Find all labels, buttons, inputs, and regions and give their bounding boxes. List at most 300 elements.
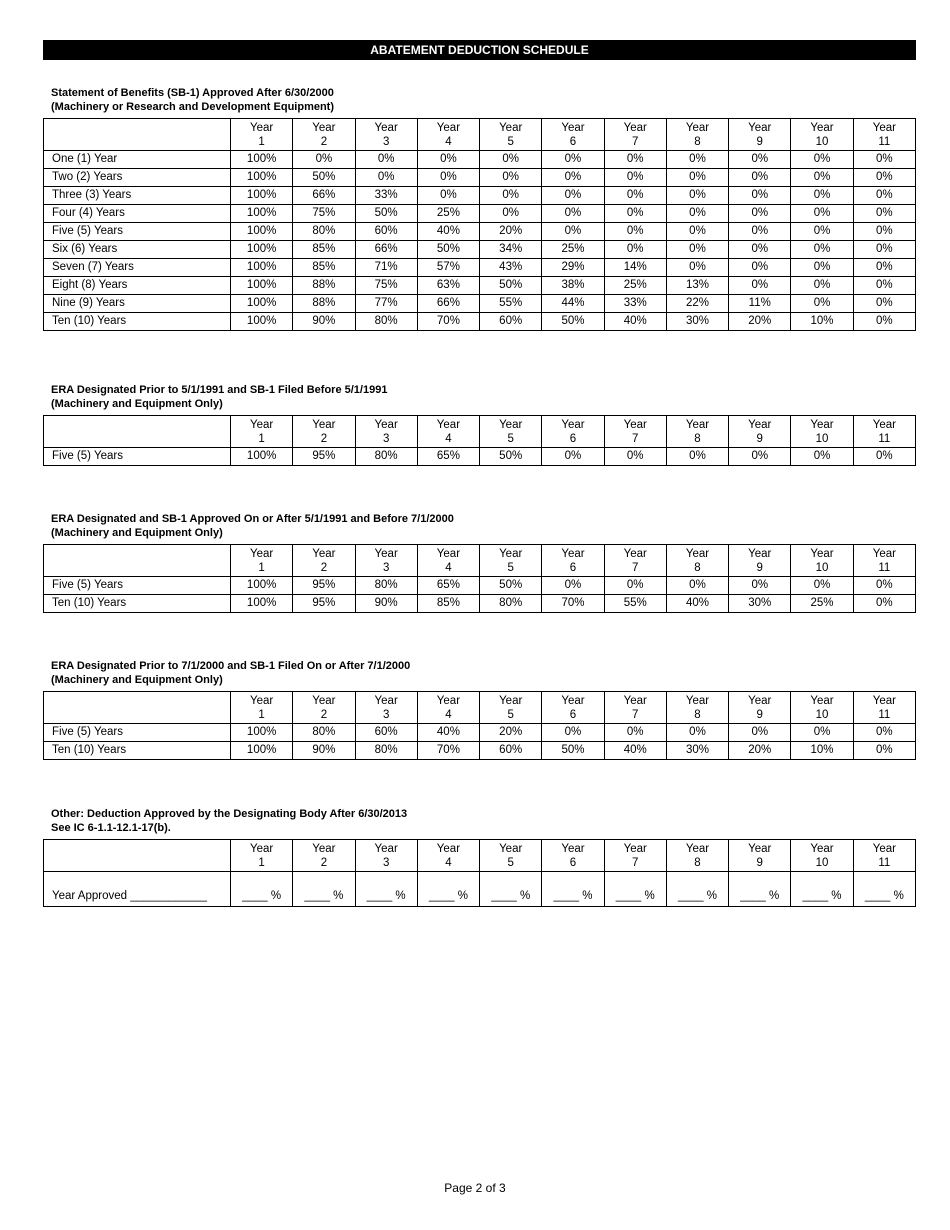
percent-cell: 100% (231, 169, 293, 187)
percent-cell: 0% (729, 205, 791, 223)
year-header-number: 8 (694, 561, 701, 574)
percent-cell: 55% (604, 595, 666, 613)
year-header-number: 2 (320, 708, 328, 721)
row-label: Ten (10) Years (44, 595, 231, 613)
percent-cell: 43% (480, 259, 542, 277)
year-header (293, 119, 355, 151)
year-header-number: 2 (320, 135, 328, 148)
year-header-word: Year (250, 418, 274, 431)
percent-cell: 100% (231, 448, 293, 466)
section-other-2013 (43, 807, 916, 907)
year-header (293, 416, 355, 448)
percent-cell: 80% (355, 313, 417, 331)
year-header-word: Year (561, 121, 585, 134)
row-label: Six (6) Years (44, 241, 231, 259)
year-header-word: Year (748, 842, 772, 855)
percent-cell: 50% (355, 205, 417, 223)
year-header (666, 545, 728, 577)
percent-cell: 60% (355, 724, 417, 742)
percent-cell: 50% (293, 169, 355, 187)
percent-cell: 95% (293, 448, 355, 466)
section-title-line-2: (Machinery and Equipment Only) (51, 527, 223, 539)
percent-entry-field[interactable]: ____ % (231, 872, 293, 907)
percent-cell: 0% (542, 223, 604, 241)
table-row (44, 448, 916, 466)
section-title-line-2: (Machinery or Research and Development Equipment) (51, 101, 335, 113)
year-header (231, 119, 293, 151)
table-row (44, 241, 916, 259)
percent-cell: 0% (480, 169, 542, 187)
year-header-number: 2 (320, 856, 328, 869)
year-header-word: Year (623, 418, 647, 431)
percent-cell: 0% (604, 151, 666, 169)
percent-cell: 88% (293, 295, 355, 313)
percent-cell: 30% (666, 742, 728, 760)
percent-cell: 0% (666, 241, 728, 259)
percent-cell: 0% (729, 724, 791, 742)
year-header-number: 10 (815, 708, 829, 721)
percent-cell: 50% (480, 577, 542, 595)
percent-entry-field[interactable]: ____ % (791, 872, 853, 907)
percent-cell: 0% (542, 724, 604, 742)
year-header-number: 7 (632, 708, 639, 721)
year-header-number: 6 (569, 708, 577, 721)
percent-cell: 0% (604, 577, 666, 595)
section-title (43, 383, 916, 411)
percent-cell: 33% (604, 295, 666, 313)
row-label: Four (4) Years (44, 205, 231, 223)
percent-cell: 20% (480, 724, 542, 742)
percent-cell: 80% (355, 742, 417, 760)
section-title-line-1: ERA Designated Prior to 7/1/2000 and SB-1 Filed On or After 7/1/2000 (51, 660, 411, 672)
year-header (604, 545, 666, 577)
header-row (44, 119, 916, 151)
percent-cell: 11% (729, 295, 791, 313)
percent-cell: 44% (542, 295, 604, 313)
year-header-number: 8 (694, 432, 701, 445)
year-header-number: 1 (258, 135, 265, 148)
percent-cell: 0% (791, 187, 853, 205)
percent-cell: 0% (729, 241, 791, 259)
percent-cell: 40% (417, 724, 479, 742)
year-header (293, 545, 355, 577)
year-header-number: 1 (258, 561, 265, 574)
year-header-number: 9 (756, 135, 763, 148)
percent-cell: 0% (666, 724, 728, 742)
percent-cell: 75% (293, 205, 355, 223)
percent-cell: 85% (293, 241, 355, 259)
percent-cell: 0% (791, 205, 853, 223)
year-header (729, 545, 791, 577)
year-header (542, 840, 604, 872)
year-header-word: Year (374, 547, 398, 560)
percent-cell: 85% (293, 259, 355, 277)
row-label: Five (5) Years (44, 223, 231, 241)
year-header-word: Year (436, 842, 461, 855)
year-header-word: Year (685, 547, 710, 560)
year-header (542, 545, 604, 577)
year-header (542, 692, 604, 724)
table-row (44, 259, 916, 277)
year-header (666, 840, 728, 872)
table-row (44, 595, 916, 613)
percent-cell: 25% (417, 205, 479, 223)
percent-cell: 50% (417, 241, 479, 259)
percent-cell: 60% (480, 742, 542, 760)
percent-cell: 0% (853, 742, 915, 760)
header-blank-cell (44, 545, 231, 577)
year-header-word: Year (872, 842, 896, 855)
year-header-number: 8 (694, 708, 701, 721)
percent-cell: 0% (853, 205, 915, 223)
percent-cell: 30% (729, 595, 791, 613)
percent-cell: 0% (666, 169, 728, 187)
percent-cell: 0% (853, 223, 915, 241)
year-header-word: Year (810, 842, 834, 855)
percent-cell: 80% (355, 448, 417, 466)
year-header-word: Year (312, 842, 336, 855)
year-header (355, 119, 417, 151)
percent-entry-field[interactable]: ____ % (480, 872, 542, 907)
header-blank-cell (44, 840, 231, 872)
percent-cell: 0% (853, 151, 915, 169)
percent-cell: 0% (729, 277, 791, 295)
year-header-number: 8 (694, 135, 701, 148)
year-header (417, 416, 479, 448)
deduction-table (43, 415, 916, 466)
year-header-word: Year (499, 694, 523, 707)
year-header-number: 6 (569, 561, 577, 574)
year-header-word: Year (623, 547, 647, 560)
year-header (791, 416, 853, 448)
deduction-table (43, 691, 916, 760)
percent-cell: 100% (231, 259, 293, 277)
year-header-number: 9 (756, 432, 763, 445)
percent-cell: 0% (853, 187, 915, 205)
year-header-word: Year (623, 121, 647, 134)
year-header-number: 1 (258, 708, 265, 721)
year-header (853, 416, 915, 448)
percent-entry-field[interactable]: ____ % (604, 872, 666, 907)
year-header-number: 10 (815, 135, 829, 148)
percent-cell: 40% (666, 595, 728, 613)
year-header-number: 9 (756, 708, 763, 721)
row-label: Eight (8) Years (44, 277, 231, 295)
year-header-word: Year (250, 547, 274, 560)
year-header (604, 692, 666, 724)
year-header-number: 3 (382, 708, 390, 721)
percent-cell: 0% (542, 577, 604, 595)
percent-cell: 34% (480, 241, 542, 259)
year-header-number: 4 (445, 708, 452, 721)
percent-cell: 88% (293, 277, 355, 295)
year-header-word: Year (748, 694, 772, 707)
year-header-number: 9 (756, 561, 763, 574)
year-header-word: Year (685, 842, 710, 855)
percent-cell: 0% (853, 724, 915, 742)
year-header-word: Year (685, 418, 710, 431)
percent-entry-field[interactable]: ____ % (853, 872, 915, 907)
year-header-word: Year (623, 842, 647, 855)
percent-cell: 0% (729, 169, 791, 187)
percent-cell: 0% (853, 448, 915, 466)
percent-entry-field[interactable]: ____ % (293, 872, 355, 907)
year-header (791, 840, 853, 872)
year-header (417, 840, 479, 872)
year-header-number: 10 (815, 561, 829, 574)
table-row (44, 295, 916, 313)
year-header (231, 545, 293, 577)
percent-cell: 65% (417, 448, 479, 466)
percent-cell: 40% (417, 223, 479, 241)
year-header-word: Year (748, 547, 772, 560)
percent-cell: 100% (231, 724, 293, 742)
year-header (480, 119, 542, 151)
percent-cell: 0% (729, 259, 791, 277)
percent-cell: 0% (791, 448, 853, 466)
year-header (231, 840, 293, 872)
year-header-number: 11 (878, 432, 891, 445)
year-header-number: 7 (632, 856, 639, 869)
year-header-word: Year (623, 694, 647, 707)
year-header-word: Year (748, 418, 772, 431)
percent-cell: 0% (355, 169, 417, 187)
percent-cell: 100% (231, 742, 293, 760)
percent-cell: 29% (542, 259, 604, 277)
section-era-prior-2000 (43, 659, 916, 760)
year-header (853, 840, 915, 872)
row-label[interactable]: Year Approved ____________ (44, 872, 231, 907)
year-header-number: 10 (815, 432, 829, 445)
percent-cell: 0% (666, 205, 728, 223)
percent-cell: 60% (480, 313, 542, 331)
percent-entry-field[interactable]: ____ % (542, 872, 604, 907)
year-header-number: 11 (878, 708, 891, 721)
year-header-word: Year (250, 121, 274, 134)
year-header-word: Year (561, 842, 585, 855)
year-header-word: Year (810, 547, 834, 560)
percent-cell: 55% (480, 295, 542, 313)
year-header-number: 8 (694, 856, 701, 869)
percent-cell: 0% (542, 448, 604, 466)
percent-cell: 63% (417, 277, 479, 295)
percent-cell: 0% (666, 187, 728, 205)
year-header-number: 11 (878, 561, 891, 574)
percent-cell: 40% (604, 313, 666, 331)
percent-cell: 66% (355, 241, 417, 259)
percent-cell: 0% (729, 448, 791, 466)
percent-cell: 90% (293, 313, 355, 331)
percent-cell: 100% (231, 187, 293, 205)
year-header-word: Year (872, 547, 896, 560)
percent-cell: 0% (604, 223, 666, 241)
year-header (853, 545, 915, 577)
section-title (43, 659, 916, 687)
year-header-word: Year (374, 121, 398, 134)
row-label: Five (5) Years (44, 577, 231, 595)
percent-entry-field[interactable]: ____ % (417, 872, 479, 907)
percent-cell: 0% (417, 169, 479, 187)
year-header-number: 11 (878, 856, 891, 869)
percent-cell: 0% (791, 295, 853, 313)
section-title-line-1: ERA Designated and SB-1 Approved On or After 5/1/1991 and Before 7/1/2000 (51, 513, 454, 525)
percent-cell: 65% (417, 577, 479, 595)
section-title-line-1: ERA Designated Prior to 5/1/1991 and SB-1 Filed Before 5/1/1991 (51, 384, 388, 396)
year-header (729, 416, 791, 448)
percent-cell: 0% (542, 151, 604, 169)
year-header-word: Year (810, 418, 834, 431)
year-header (729, 840, 791, 872)
percent-cell: 0% (729, 151, 791, 169)
table-row (44, 577, 916, 595)
percent-entry-field[interactable]: ____ % (666, 872, 728, 907)
table-row (44, 872, 916, 907)
percent-cell: 50% (542, 313, 604, 331)
percent-cell: 0% (791, 577, 853, 595)
row-label: Ten (10) Years (44, 313, 231, 331)
section-title-line-2: See IC 6-1.1-12.1-17(b). (51, 822, 171, 834)
header-row (44, 840, 916, 872)
percent-cell: 71% (355, 259, 417, 277)
year-header-number: 7 (632, 135, 639, 148)
year-header-word: Year (312, 694, 336, 707)
header-blank-cell (44, 416, 231, 448)
percent-cell: 0% (791, 724, 853, 742)
year-header (417, 119, 479, 151)
percent-cell: 95% (293, 577, 355, 595)
percent-cell: 10% (791, 313, 853, 331)
percent-cell: 14% (604, 259, 666, 277)
percent-cell: 0% (666, 223, 728, 241)
percent-cell: 0% (542, 205, 604, 223)
year-header (542, 119, 604, 151)
percent-cell: 0% (604, 187, 666, 205)
percent-cell: 80% (355, 577, 417, 595)
year-header-word: Year (561, 694, 585, 707)
year-header-number: 5 (507, 135, 514, 148)
year-header-word: Year (436, 121, 461, 134)
percent-cell: 90% (293, 742, 355, 760)
percent-cell: 0% (791, 259, 853, 277)
year-header-number: 4 (445, 856, 452, 869)
percent-cell: 0% (417, 187, 479, 205)
percent-cell: 0% (853, 241, 915, 259)
year-header-word: Year (872, 694, 896, 707)
percent-entry-field[interactable]: ____ % (729, 872, 791, 907)
percent-cell: 50% (480, 277, 542, 295)
year-header (293, 692, 355, 724)
year-header (231, 692, 293, 724)
percent-cell: 0% (604, 724, 666, 742)
percent-cell: 80% (480, 595, 542, 613)
row-label: Ten (10) Years (44, 742, 231, 760)
header-row (44, 545, 916, 577)
percent-cell: 70% (417, 313, 479, 331)
year-header-number: 7 (632, 561, 639, 574)
percent-cell: 40% (604, 742, 666, 760)
section-title-line-1: Other: Deduction Approved by the Designating Body After 6/30/2013 (51, 808, 408, 820)
percent-cell: 100% (231, 595, 293, 613)
percent-cell: 100% (231, 205, 293, 223)
percent-cell: 0% (542, 169, 604, 187)
percent-cell: 25% (604, 277, 666, 295)
section-era-1991-2000 (43, 512, 916, 613)
percent-cell: 0% (853, 259, 915, 277)
percent-cell: 60% (355, 223, 417, 241)
table-row (44, 187, 916, 205)
year-header (604, 840, 666, 872)
percent-cell: 100% (231, 277, 293, 295)
percent-cell: 100% (231, 313, 293, 331)
percent-cell: 0% (293, 151, 355, 169)
percent-cell: 0% (542, 187, 604, 205)
year-header (791, 119, 853, 151)
percent-cell: 13% (666, 277, 728, 295)
year-header (480, 840, 542, 872)
year-header-word: Year (436, 418, 461, 431)
year-header-number: 5 (507, 561, 514, 574)
year-header-number: 1 (258, 432, 265, 445)
percent-cell: 20% (729, 742, 791, 760)
header-row (44, 416, 916, 448)
section-title-line-2: (Machinery and Equipment Only) (51, 674, 223, 686)
percent-cell: 0% (480, 151, 542, 169)
percent-cell: 85% (417, 595, 479, 613)
deduction-table (43, 118, 916, 331)
percent-entry-field[interactable]: ____ % (355, 872, 417, 907)
year-header-word: Year (312, 547, 336, 560)
year-header (355, 416, 417, 448)
deduction-table (43, 839, 916, 907)
year-header-word: Year (748, 121, 772, 134)
row-label: One (1) Year (44, 151, 231, 169)
header-blank-cell (44, 119, 231, 151)
year-header-word: Year (312, 418, 336, 431)
percent-cell: 100% (231, 577, 293, 595)
year-header-word: Year (561, 418, 585, 431)
section-title (43, 807, 916, 835)
percent-cell: 0% (729, 223, 791, 241)
percent-cell: 0% (666, 448, 728, 466)
percent-cell: 0% (791, 223, 853, 241)
year-header (480, 545, 542, 577)
header-row (44, 692, 916, 724)
year-header-word: Year (374, 694, 398, 707)
year-header-word: Year (810, 121, 834, 134)
percent-cell: 0% (853, 313, 915, 331)
year-header-number: 3 (382, 135, 390, 148)
percent-cell: 57% (417, 259, 479, 277)
year-header-number: 7 (632, 432, 639, 445)
percent-cell: 75% (355, 277, 417, 295)
percent-cell: 20% (729, 313, 791, 331)
percent-cell: 50% (480, 448, 542, 466)
year-header (417, 545, 479, 577)
percent-cell: 0% (853, 169, 915, 187)
schedule-banner: ABATEMENT DEDUCTION SCHEDULE (43, 40, 916, 60)
percent-cell: 10% (791, 742, 853, 760)
year-header (666, 416, 728, 448)
year-header-word: Year (374, 418, 398, 431)
year-header (231, 416, 293, 448)
year-header (355, 692, 417, 724)
year-header-word: Year (561, 547, 585, 560)
year-header-word: Year (872, 418, 896, 431)
percent-cell: 0% (729, 187, 791, 205)
row-label: Two (2) Years (44, 169, 231, 187)
page-number: Page 2 of 3 (444, 1181, 506, 1195)
year-header (542, 416, 604, 448)
